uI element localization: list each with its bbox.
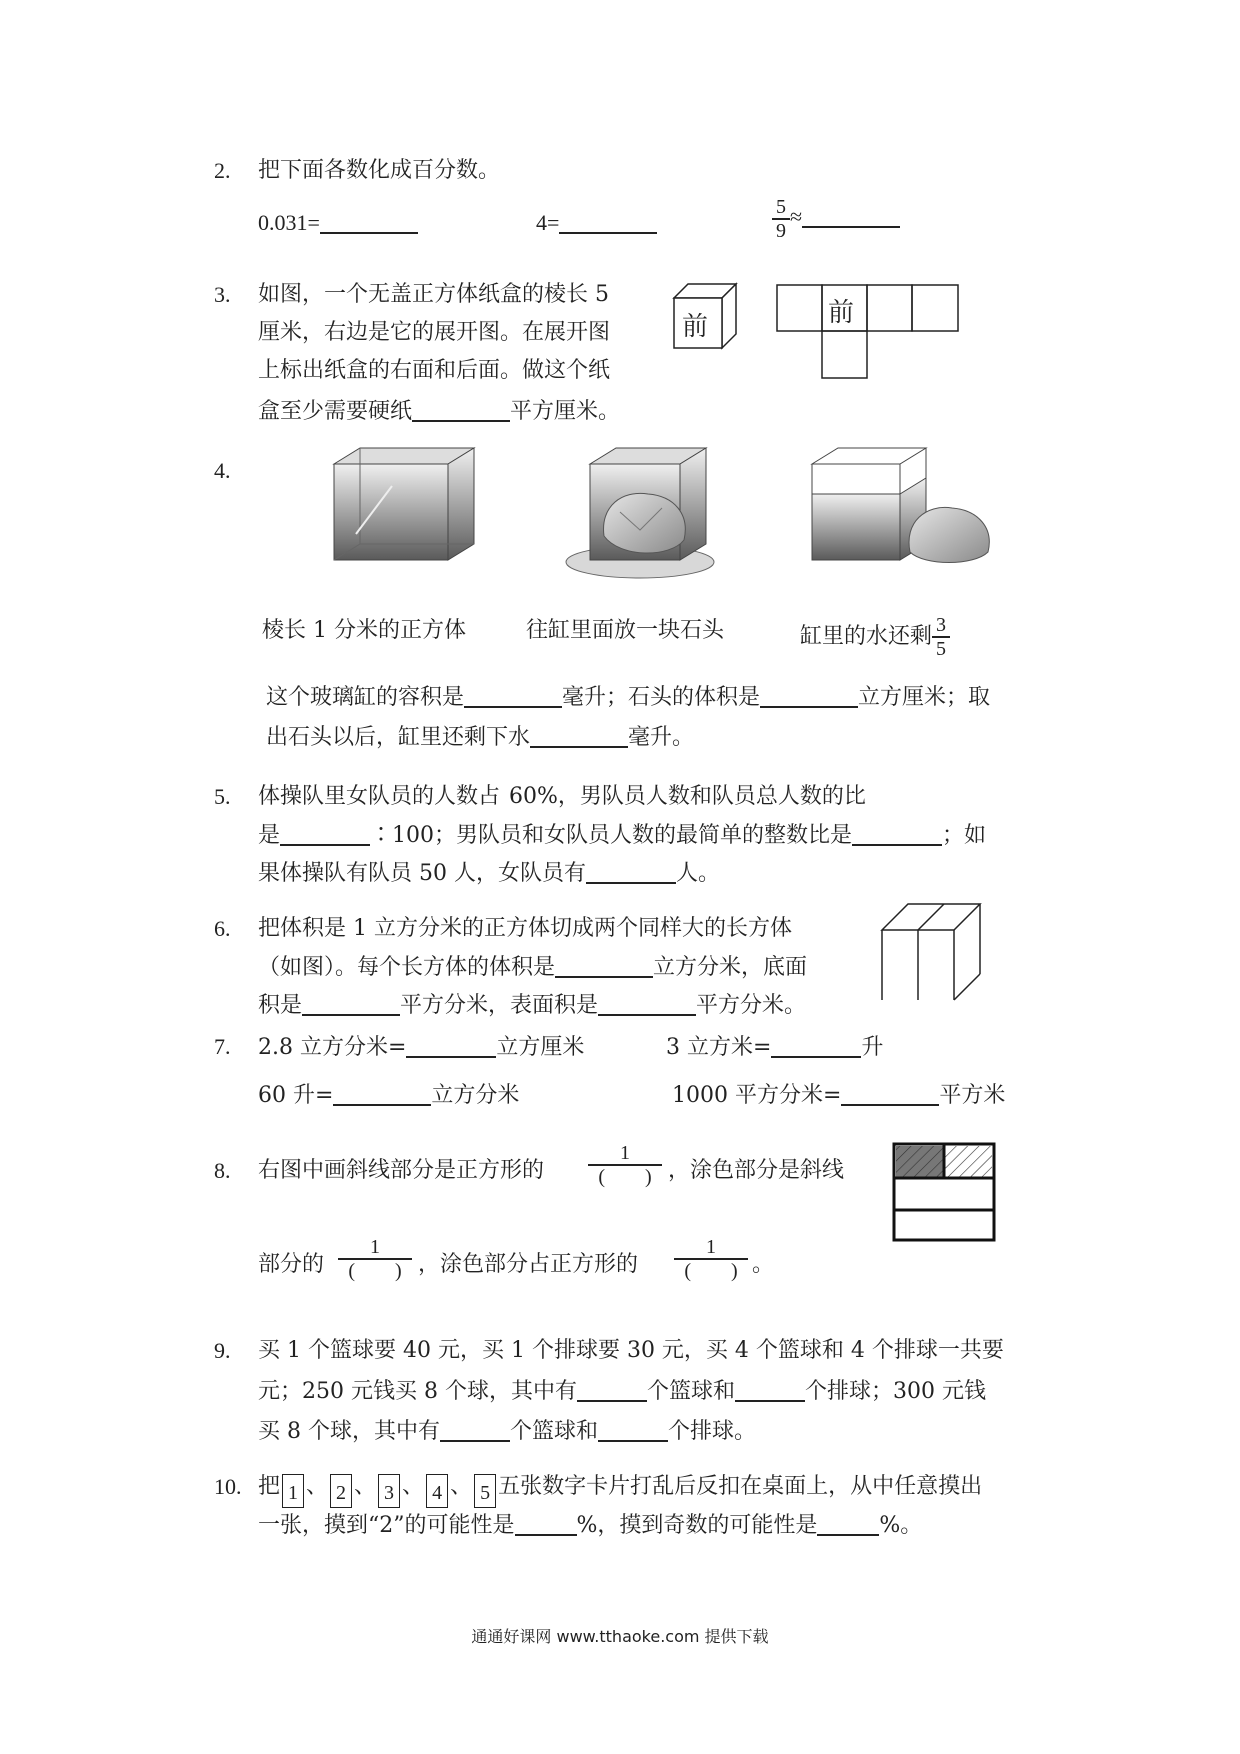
q8-square-figure [892,1142,998,1244]
q4-volume-blank[interactable] [464,680,562,708]
q8-line-1-b: ，涂色部分是斜线 [668,1158,845,1183]
q5-line-2 [258,818,986,853]
q9-volleyball-blank-1[interactable] [735,1374,805,1402]
q10-line-2 [258,1508,922,1543]
q4-l1-b: 毫升；石头的体积是 [562,685,761,710]
q8-frac2-numerator: 1 [370,1236,380,1258]
q8-fraction-1 [588,1142,662,1188]
q9-line-2 [258,1374,986,1409]
q10-sep: 、 [354,1474,377,1499]
q4-caption-3-text: 缸里的水还剩 [800,624,933,649]
q8-line-2-a: 部分的 [258,1252,325,1277]
q9-l2-c: 个排球；300 元钱 [804,1379,986,1404]
q10-prob-odd-blank[interactable] [817,1508,879,1536]
q9-l2-b: 个篮球和 [646,1379,735,1404]
page-footer: 通通好课网 www.tthaoke.com 提供下载 [471,1627,769,1646]
q7-a-unit: 立方厘米 [496,1035,585,1060]
q2-number: 2. [214,158,231,183]
q9-l2-a: 元；250 元钱买 8 个球，其中有 [258,1379,577,1404]
q8-line-2-b: ，涂色部分占正方形的 [418,1252,639,1277]
q6-surface-blank[interactable] [598,988,696,1016]
q7-d-blank[interactable] [841,1078,939,1106]
q7-c-blank[interactable] [333,1078,431,1106]
q9-line-3 [258,1414,756,1449]
q7-number: 7. [214,1034,231,1059]
q5-l2-a: 是 [258,823,281,848]
q3-number: 3. [214,282,231,307]
q4-frac-numerator: 3 [936,614,947,636]
q2-frac-denominator: 9 [776,220,786,242]
q4-fraction [932,614,950,660]
q8-frac3-denominator[interactable]: ( ) [684,1260,738,1282]
q6-line-3 [258,988,806,1023]
q8-fraction-2 [338,1236,412,1282]
q3-cube-front-label: 前 [682,312,709,342]
q5-l2-c: ；如 [942,823,987,848]
q8-frac2-denominator[interactable]: ( ) [348,1260,402,1282]
q5-female-blank[interactable] [586,856,676,884]
q2-a-label: 0.031= [258,210,320,235]
q6-l2-a: （如图）。每个长方体的体积是 [258,955,556,980]
q10-card-5: 5 [474,1474,496,1508]
q3-line-2: 厘米，右边是它的展开图。在展开图 [258,320,611,345]
q4-l2-b: 毫升。 [628,725,695,750]
q8-line-2-c: 。 [752,1252,775,1277]
q10-number: 10. [214,1474,242,1499]
q7-item-b [666,1030,883,1065]
q3-line-4-post: 平方厘米。 [510,399,621,424]
q6-base-blank[interactable] [302,988,400,1016]
q7-d-label: 1000 平方分米= [672,1083,842,1108]
q10-card-4: 4 [426,1474,448,1508]
q7-c-label: 60 升= [258,1083,334,1108]
q9-basketball-blank-2[interactable] [440,1414,510,1442]
tank-with-stone-icon [566,448,714,578]
q5-number: 5. [214,784,231,809]
q6-l3-c: 平方分米。 [696,993,807,1018]
q8-line-1-a: 右图中画斜线部分是正方形的 [258,1158,545,1183]
q10-card-3: 3 [378,1474,400,1508]
q10-post: 五张数字卡片打乱后反扣在桌面上，从中任意摸出 [498,1474,983,1499]
q2-frac-numerator: 5 [776,196,786,218]
q7-item-a [258,1030,584,1065]
q4-stone-blank[interactable] [760,680,858,708]
q6-cuboid-figure [880,902,984,1004]
q9-l3-b: 个篮球和 [509,1419,598,1444]
q3-line-1: 如图，一个无盖正方体纸盒的棱长 5 [258,282,609,307]
q10-l2-c: %。 [879,1513,923,1538]
q10-line-1 [258,1470,982,1508]
q6-l3-b: 平方分米，表面积是 [400,993,599,1018]
q6-l3-a: 积是 [258,993,303,1018]
q10-sep: 、 [402,1474,425,1499]
q10-l2-b: %，摸到奇数的可能性是 [576,1513,818,1538]
q6-line-2 [258,950,807,985]
q7-b-unit: 升 [861,1035,884,1060]
q8-fraction-3 [674,1236,748,1282]
q10-sep: 、 [450,1474,473,1499]
q4-l1-c: 立方厘米；取 [858,685,991,710]
q9-l3-a: 买 8 个球，其中有 [258,1419,440,1444]
q2-text: 把下面各数化成百分数。 [258,158,501,183]
q4-number: 4. [214,458,231,483]
q5-l3-a: 果体操队有队员 50 人，女队员有 [258,861,586,886]
q7-b-label: 3 立方米= [666,1035,772,1060]
q9-number: 9. [214,1338,231,1363]
q10-sep: 、 [306,1474,329,1499]
q9-volleyball-blank-2[interactable] [598,1414,668,1442]
q4-tank-figures [0,0,1240,600]
q4-l2-a: 出石头以后，缸里还剩下水 [266,725,531,750]
q2-approx: ≈ [790,204,803,230]
q7-item-d [672,1078,1005,1113]
q6-volume-blank[interactable] [555,950,653,978]
q7-b-blank[interactable] [771,1030,861,1058]
q9-line-1: 买 1 个篮球要 40 元，买 1 个排球要 30 元，买 4 个篮球和 4 个排球一共要 [258,1338,1004,1363]
q9-l3-c: 个排球。 [668,1419,757,1444]
q8-frac1-numerator: 1 [620,1142,630,1164]
q7-item-c [258,1078,519,1113]
q10-pre: 把 [258,1474,281,1499]
q7-a-label: 2.8 立方分米= [258,1035,407,1060]
q10-card-2: 2 [330,1474,352,1508]
q4-l1-a: 这个玻璃缸的容积是 [266,685,465,710]
q5-ratio-blank[interactable] [280,818,370,846]
q7-d-unit: 平方米 [939,1083,1006,1108]
q4-line-2 [266,720,694,755]
q9-basketball-blank-1[interactable] [577,1374,647,1402]
q2-b-label: 4= [536,210,560,235]
q3-net-front-label: 前 [828,298,855,328]
q4-frac-denominator: 5 [936,638,947,660]
q3-line-4-pre: 盒至少需要硬纸 [258,399,413,424]
q4-water-blank[interactable] [530,720,628,748]
q10-l2-a: 一张，摸到“2”的可能性是 [258,1513,515,1538]
q5-l3-b: 人。 [675,861,720,886]
q4-caption-2: 往缸里面放一块石头 [526,618,725,643]
q6-number: 6. [214,916,231,941]
q6-line-1: 把体积是 1 立方分米的正方体切成两个同样大的长方体 [258,916,792,941]
tank-full-icon [334,448,474,560]
q6-l2-b: 立方分米，底面 [653,955,808,980]
q4-line-1 [266,680,990,715]
q10-prob-2-blank[interactable] [515,1508,577,1536]
q10-card-1: 1 [282,1474,304,1508]
q3-line-3: 上标出纸盒的右面和后面。做这个纸 [258,358,611,383]
q8-frac3-numerator: 1 [706,1236,716,1258]
q7-a-blank[interactable] [406,1030,496,1058]
q5-l2-b: ∶100；男队员和女队员人数的最简单的整数比是 [370,823,853,848]
q8-number: 8. [214,1158,231,1183]
q7-c-unit: 立方分米 [431,1083,520,1108]
q5-line-1: 体操队里女队员的人数占 60%，男队员人数和队员总人数的比 [258,784,866,809]
tank-after-stone-icon [812,448,989,563]
q4-caption-1: 棱长 1 分米的正方体 [262,618,466,643]
q5-simple-ratio-blank[interactable] [852,818,942,846]
q4-caption-3 [800,614,950,660]
q5-line-3 [258,856,720,891]
q8-frac1-denominator[interactable]: ( ) [598,1166,652,1188]
